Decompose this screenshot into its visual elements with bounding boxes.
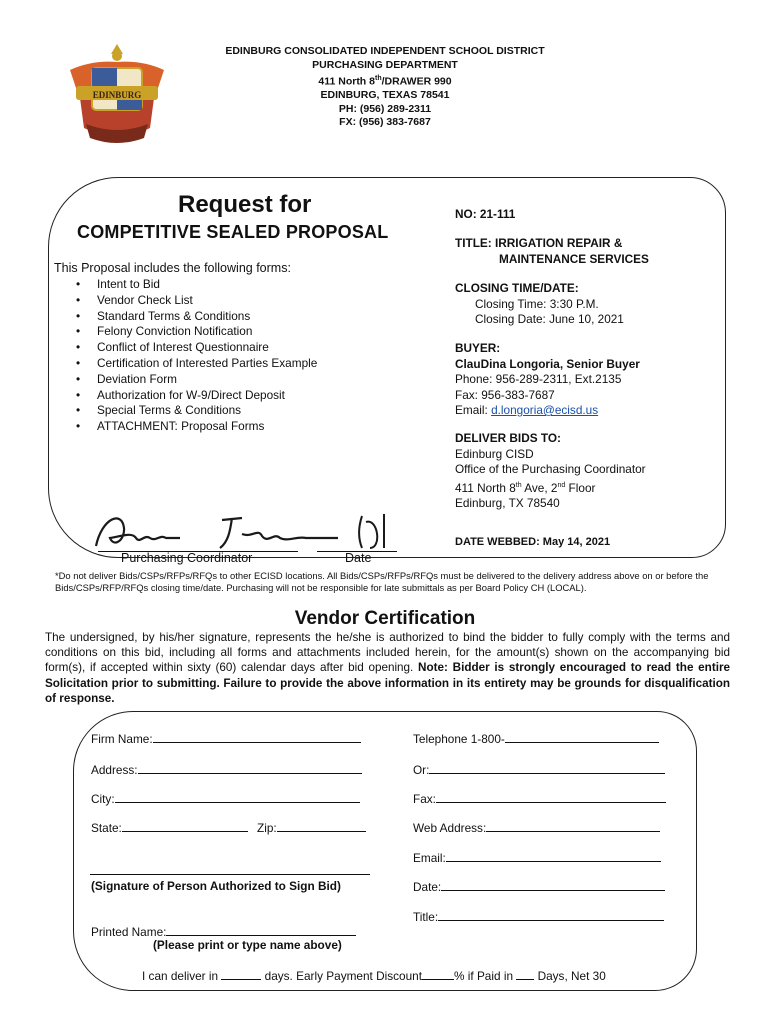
deliver-text-d: Days, Net 30 <box>537 969 606 983</box>
buyer-email-row <box>455 403 640 419</box>
forms-intro: This Proposal includes the following forms: <box>54 261 291 275</box>
header-line-department: PURCHASING DEPARTMENT <box>312 58 458 71</box>
discount-percent-input[interactable] <box>422 968 454 980</box>
closing-date: Closing Date: June 10, 2021 <box>475 312 624 326</box>
address-label: Address: <box>91 763 138 777</box>
closing-time: Closing Time: 3:30 P.M. <box>475 296 599 311</box>
buyer-block <box>455 341 640 419</box>
list-item: • Conflict of Interest Questionnaire <box>76 340 317 356</box>
proposal-title-line1: TITLE: IRRIGATION REPAIR & <box>455 236 623 250</box>
buyer-email-link[interactable]: d.longoria@ecisd.us <box>491 403 599 417</box>
logo-banner-text: EDINBURG <box>92 90 142 100</box>
firm-name-label: Firm Name: <box>91 732 153 746</box>
address-field[interactable] <box>91 762 362 777</box>
deliver-heading: DELIVER BIDS TO: <box>455 431 561 445</box>
discount-days-input[interactable] <box>516 968 534 980</box>
buyer-fax: Fax: 956-383-7687 <box>455 387 555 402</box>
proposal-number: NO: 21-111 <box>455 207 516 221</box>
web-address-label: Web Address: <box>413 821 487 835</box>
buyer-phone: Phone: 956-289-2311, Ext.2135 <box>455 372 622 386</box>
date-field[interactable] <box>413 879 665 894</box>
list-item: • Felony Conviction Notification <box>76 324 317 340</box>
delivery-terms-row <box>142 968 606 983</box>
list-item: • Certification of Interested Parties Example <box>76 356 317 372</box>
vendor-certification-body <box>45 630 730 706</box>
delivery-disclaimer: *Do not deliver Bids/CSPs/RFPs/RFQs to other ECISD locations. All Bids/CSPs/RFPs/RFQs must be delivered to the delivery address above on or before the Bids/CSPs/RFP/RFQs closing time/date. Purchasing will not be responsible for late submittals as per Board Policy CH (LOCAL). <box>55 570 709 593</box>
deliver-text-c: % if Paid in <box>454 969 514 983</box>
zip-field[interactable] <box>257 820 366 835</box>
telephone-field[interactable] <box>413 731 659 746</box>
zip-label: Zip: <box>257 821 277 835</box>
date-field-label: Date: <box>413 880 442 894</box>
signature-label: (Signature of Person Authorized to Sign Bid) <box>91 879 341 893</box>
title-label: Title: <box>413 910 439 924</box>
proposal-title-line2: MAINTENANCE SERVICES <box>499 252 649 266</box>
list-item: • Authorization for W-9/Direct Deposit <box>76 388 317 404</box>
printed-name-label: Printed Name: <box>91 925 167 939</box>
deliver-line: Edinburg CISD <box>455 446 534 461</box>
list-item: • Deviation Form <box>76 372 317 388</box>
alt-phone-field[interactable] <box>413 762 665 777</box>
forms-list <box>76 277 317 435</box>
list-item: • Intent to Bid <box>76 277 317 293</box>
deliver-line: Edinburg, TX 78540 <box>455 495 560 510</box>
email-label: Email: <box>413 851 446 865</box>
state-label: State: <box>91 821 122 835</box>
closing-block <box>455 281 624 328</box>
deliver-text-a: I can deliver in <box>142 969 219 983</box>
header-line-phone: PH: (956) 289-2311 <box>338 102 432 115</box>
list-item: • Standard Terms & Conditions <box>76 309 317 325</box>
printed-name-hint: (Please print or type name above) <box>153 938 342 952</box>
printed-name-field[interactable] <box>91 924 356 939</box>
vendor-certification-title: Vendor Certification <box>294 608 476 629</box>
header-line-district: EDINBURG CONSOLIDATED INDEPENDENT SCHOOL DISTRICT <box>225 45 545 57</box>
web-address-field[interactable] <box>413 820 660 835</box>
district-header <box>200 45 570 130</box>
date-label: Date <box>345 551 372 565</box>
fax-label: Fax: <box>413 792 436 806</box>
request-subtitle: COMPETITIVE SEALED PROPOSAL <box>77 222 389 242</box>
buyer-email-label: Email: <box>455 403 492 417</box>
coordinator-label: Purchasing Coordinator <box>121 551 253 565</box>
list-item: • Special Terms & Conditions <box>76 403 317 419</box>
vendor-signature-line[interactable] <box>90 874 370 875</box>
certification-note: Note: Bidder is strongly encouraged to read the entire Solicitation prior to submitting. Failure to provide the above information in its entirety may be grounds for disqualification of response. <box>45 661 731 705</box>
deliver-block <box>455 431 646 511</box>
list-item: • ATTACHMENT: Proposal Forms <box>76 419 317 435</box>
deliver-line: Office of the Purchasing Coordinator <box>455 462 646 476</box>
city-field[interactable] <box>91 791 360 806</box>
state-field[interactable] <box>91 820 248 835</box>
firm-name-field[interactable] <box>91 731 361 746</box>
list-item: • Vendor Check List <box>76 293 317 309</box>
title-field[interactable] <box>413 909 664 924</box>
header-line-fax: FX: (956) 383-7687 <box>339 116 431 129</box>
certification-text: The undersigned, by his/her signature, represents the he/she is authorized to bind the bidder to fully comply with the terms and conditions on this bid, including all forms and attachments included herein, for the amount(s) shown on the accompanying bid form(s), if accepted within sixty (60) calendar days after bid opening. <box>45 631 730 675</box>
or-label: Or: <box>413 763 430 777</box>
city-label: City: <box>91 792 115 806</box>
fax-field[interactable] <box>413 791 666 806</box>
deliver-line: 411 North 8th Ave, 2nd Floor <box>455 480 596 495</box>
header-line-street: 411 North 8th/DRAWER 990 <box>318 75 452 88</box>
header-line-city: EDINBURG, TEXAS 78541 <box>320 89 450 102</box>
email-field[interactable] <box>413 850 661 865</box>
telephone-label: Telephone 1-800- <box>413 732 505 746</box>
closing-heading: CLOSING TIME/DATE: <box>455 281 579 295</box>
delivery-days-input[interactable] <box>221 968 261 980</box>
buyer-name: ClauDina Longoria, Senior Buyer <box>455 356 640 371</box>
request-title: Request for <box>178 191 312 218</box>
date-webbed: DATE WEBBED: May 14, 2021 <box>455 536 611 548</box>
buyer-heading: BUYER: <box>455 341 501 355</box>
deliver-text-b: days. Early Payment Discount <box>264 969 422 983</box>
